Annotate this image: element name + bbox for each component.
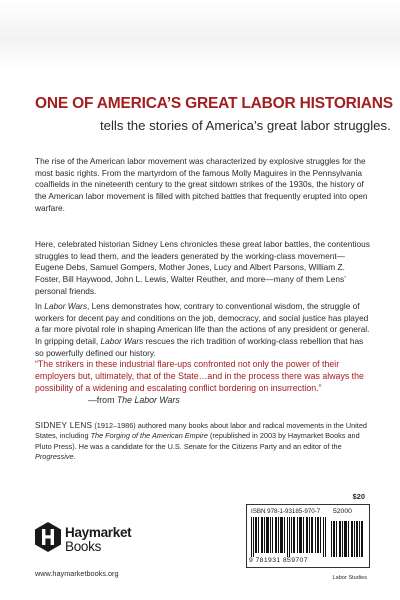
haymarket-h-icon: [35, 522, 61, 552]
price: $20: [352, 492, 365, 501]
description-paragraph-3: [35, 301, 370, 360]
attribution-title: The Labor Wars: [116, 395, 180, 405]
publisher-logo: [35, 522, 135, 564]
publisher-books: Books: [65, 539, 102, 554]
addon-barcode-bars: [331, 517, 365, 557]
book-title-ref-1: Labor Wars: [44, 301, 87, 311]
description-paragraph-1: The rise of the American labor movement was characterized by explosive struggles for the most basic rights. From the martyrdom of the famous Molly Maguires in the Pennsylvania coalfields in the nineteenth century to the great sitdown strikes of the 1930s, the history of the American labor movement is filled with pitched battles that frequently erupted into open warfare.: [35, 156, 368, 213]
para3-text-a: In: [35, 301, 45, 311]
para3-text-c: rescues the rich tradition of working-class rebellion that has so powerfully defined our history.: [35, 336, 364, 358]
subheadline: tells the stories of America’s great labor struggles.: [100, 118, 391, 133]
isbn-label: ISBN 978-1-93185-970-7: [251, 508, 321, 515]
ean-barcode-bars: [251, 517, 327, 557]
bio-magazine-title: Progressive: [35, 452, 74, 462]
author-name: SIDNEY LENS: [35, 421, 93, 430]
para3-text-b: , Lens demonstrates how, contrary to conventional wisdom, the struggle of workers for decent pay and conditions on the job, democracy, and social justice has played a far more pivotal role in shaping American life than the actions of any president or general. In gripping detail,: [35, 301, 370, 347]
bio-book-title: The Forging of the American Empire: [90, 431, 208, 441]
top-shading: [0, 0, 400, 70]
publisher-name: Haymarket: [65, 525, 132, 540]
pull-quote: “The strikers in these industrial flare-ups confronted not only the power of their employers but, ultimately, that of the State…and in the process there was always the possibility of a widening and escalating conflict bordering on insurrection.”: [35, 359, 364, 393]
bio-text-b: (republished in 2003 by Haymarket Books and Pluto Press). He was a candidate for the U.S. Senate for the Citizens Party and an editor of the: [35, 431, 360, 451]
bio-text-a: (1912–1986) authored many books about labor and radical movements in the United States, including: [35, 421, 367, 441]
publisher-url: www.haymarketbooks.org: [35, 569, 119, 578]
attribution-prefix: —from: [88, 395, 117, 405]
bio-text-c: .: [73, 452, 76, 462]
price-addon-number: 52000: [333, 508, 352, 515]
author-bio: [35, 421, 375, 463]
barcode: [246, 504, 370, 568]
quote-attribution: [88, 395, 180, 405]
description-paragraph-2: Here, celebrated historian Sidney Lens chronicles these great labor battles, the contentious struggles to lead them, and the leaders generated by the working-class movement—Eugene Debs, Samuel Gompers, Mother Jones, Lucy and Albert Parsons, William Z. Foster, Bill Haywood, John L. Lewis, Walter Reuther, and more—many of them Lens’ personal friends.: [35, 239, 370, 296]
book-title-ref-2: Labor Wars: [100, 336, 144, 347]
ean-number: 9 781931 859707: [249, 557, 308, 564]
subject-category: Labor Studies: [332, 575, 367, 581]
headline: ONE OF AMERICA’S GREAT LABOR HISTORIANS: [35, 95, 393, 112]
